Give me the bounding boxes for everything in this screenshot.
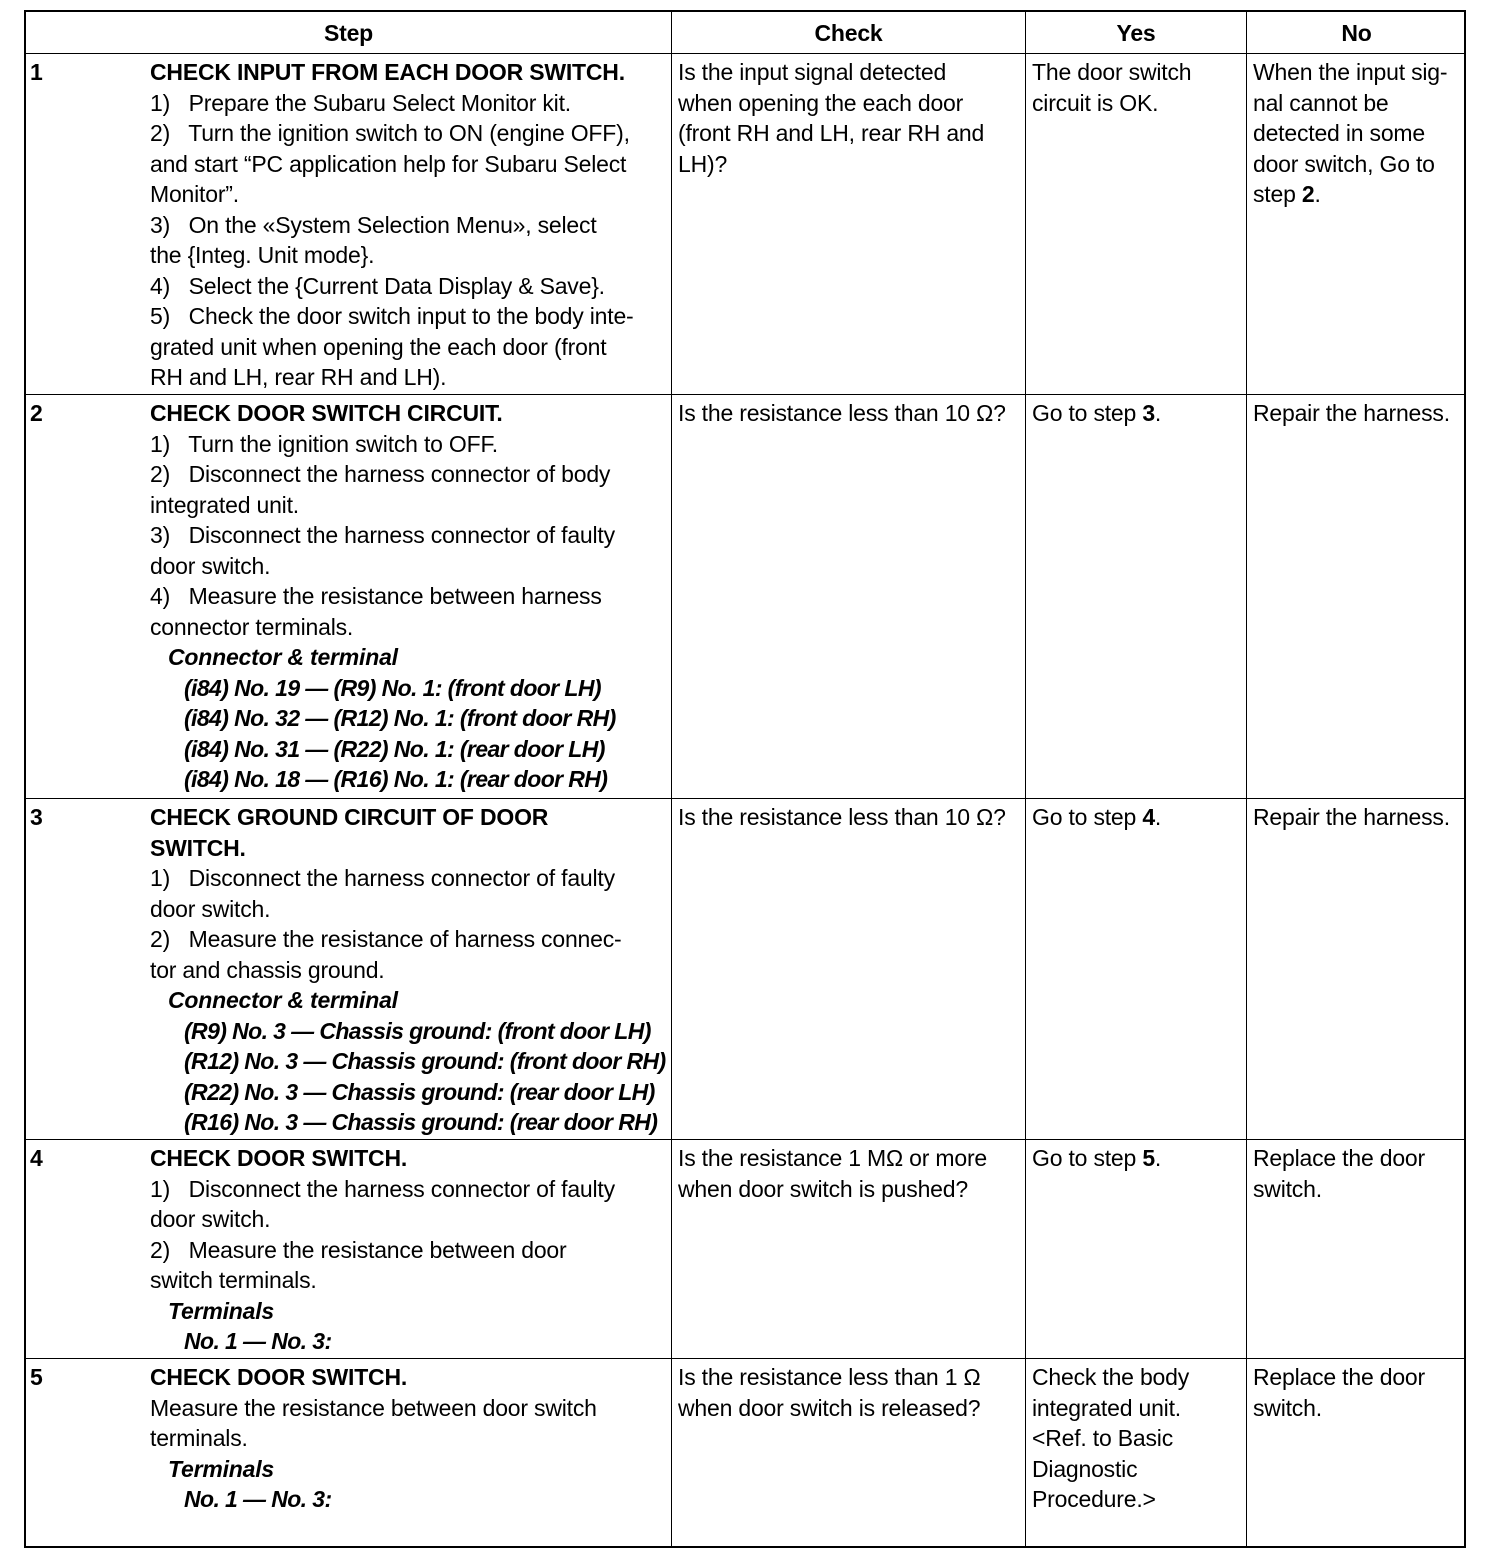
step-line-term: No. 1 — No. 3: — [184, 1328, 332, 1354]
header-check: Check — [671, 12, 1025, 53]
step-number: 2 — [30, 400, 43, 426]
step-line-term: (i84) No. 32 — (R12) No. 1: (front door RH) — [184, 705, 616, 731]
text-segment: Diagnostic — [1032, 1455, 1138, 1482]
step-line-text: terminals. — [150, 1425, 248, 1451]
yes-line — [1032, 1454, 1246, 1485]
check-line — [678, 1393, 1025, 1424]
text-segment: Is the resistance less than 10 Ω? — [678, 804, 1006, 830]
step-line-text: 1) Prepare the Subaru Select Monitor kit. — [150, 89, 571, 116]
text-segment: circuit is OK. — [1032, 89, 1159, 116]
yes-cell — [1025, 395, 1246, 798]
step-line-text: integrated unit. — [150, 491, 299, 518]
step-line-text: 1) Disconnect the harness connector of faulty — [150, 865, 615, 891]
yes-line — [1032, 1362, 1246, 1393]
step-line-text: 5) Check the door switch input to the body inte- — [150, 303, 634, 329]
yes-line — [1032, 1484, 1246, 1515]
diagnostic-table — [24, 10, 1466, 1548]
text-segment: <Ref. to Basic — [1032, 1425, 1174, 1451]
step-number: 3 — [30, 804, 43, 830]
yes-cell — [1025, 799, 1246, 1139]
step-line-text: 3) On the «System Selection Menu», select — [150, 211, 597, 238]
table-row — [26, 798, 1464, 1139]
no-cell — [1246, 395, 1466, 798]
check-line — [678, 1362, 1025, 1393]
text-segment: integrated unit. — [1032, 1394, 1181, 1421]
step-line-text: 2) Measure the resistance between door — [150, 1236, 567, 1263]
step-number: 1 — [30, 59, 43, 85]
step-number: 5 — [30, 1364, 43, 1390]
step-line-text: tor and chassis ground. — [150, 956, 385, 983]
step-line-title: SWITCH. — [150, 834, 246, 861]
yes-cell — [1025, 1140, 1246, 1358]
yes-cell — [1025, 1359, 1246, 1546]
step-line-term: (i84) No. 19 — (R9) No. 1: (front door LH) — [184, 674, 601, 701]
step-line-title: CHECK GROUND CIRCUIT OF DOOR — [150, 804, 549, 830]
step-instructions — [150, 1359, 671, 1546]
text-segment: switch. — [1253, 1175, 1322, 1202]
step-line-label: Connector & terminal — [168, 987, 398, 1013]
step-line-text: connector terminals. — [150, 613, 354, 640]
text-segment: . — [1154, 804, 1162, 830]
no-line — [1253, 88, 1466, 119]
step-instructions — [150, 799, 671, 1139]
step-line-text: door switch. — [150, 552, 271, 579]
text-segment: when door switch is released? — [678, 1394, 981, 1421]
no-line — [1253, 1393, 1466, 1424]
step-line-text: Monitor”. — [150, 181, 239, 207]
text-segment: Procedure.> — [1032, 1486, 1156, 1512]
no-line — [1253, 398, 1466, 429]
text-segment: When the input sig- — [1253, 59, 1448, 85]
step-line-term: (R16) No. 3 — Chassis ground: (rear door RH) — [184, 1109, 658, 1135]
check-cell — [671, 395, 1025, 798]
text-segment: . — [1154, 400, 1162, 426]
text-segment: . — [1154, 1145, 1162, 1171]
text-segment: Replace the door — [1253, 1145, 1425, 1171]
text-segment: Check the body — [1032, 1364, 1190, 1390]
table-row — [26, 1139, 1464, 1358]
check-line — [678, 1174, 1025, 1205]
step-line-text: 3) Disconnect the harness connector of faulty — [150, 522, 615, 548]
check-cell — [671, 799, 1025, 1139]
step-line-term: (R12) No. 3 — Chassis ground: (front door RH) — [184, 1048, 666, 1074]
check-line — [678, 88, 1025, 119]
step-line-text: door switch. — [150, 895, 271, 922]
no-line — [1253, 57, 1466, 88]
no-line — [1253, 179, 1466, 210]
text-segment: . — [1314, 181, 1321, 207]
text-segment: when opening the each door — [678, 89, 964, 116]
check-line — [678, 802, 1025, 833]
step-line-label: Connector & terminal — [168, 644, 398, 670]
step-line-text: 1) Disconnect the harness connector of faulty — [150, 1175, 615, 1202]
text-segment: detected in some — [1253, 120, 1425, 146]
header-step: Step — [323, 20, 374, 46]
step-line-title: CHECK DOOR SWITCH CIRCUIT. — [150, 400, 503, 426]
step-line-title: CHECK DOOR SWITCH. — [150, 1145, 408, 1171]
text-segment: Go to step — [1032, 1145, 1143, 1171]
step-instructions — [150, 54, 671, 394]
text-segment: step — [1253, 181, 1302, 207]
text-segment: Is the resistance less than 1 Ω — [678, 1364, 981, 1390]
step-line-text: RH and LH, rear RH and LH). — [150, 364, 447, 390]
step-number: 4 — [30, 1145, 43, 1171]
check-line — [678, 57, 1025, 88]
step-line-text: door switch. — [150, 1206, 271, 1232]
no-line — [1253, 1362, 1466, 1393]
yes-line — [1032, 802, 1246, 833]
step-line-text: Measure the resistance between door switch — [150, 1394, 597, 1421]
step-line-text: switch terminals. — [150, 1267, 317, 1293]
text-segment: Go to step — [1032, 400, 1143, 426]
check-cell — [671, 54, 1025, 394]
step-line-text: the {Integ. Unit mode}. — [150, 242, 375, 268]
no-line — [1253, 1174, 1466, 1205]
no-line — [1253, 802, 1466, 833]
text-segment: Repair the harness. — [1253, 804, 1450, 830]
step-line-text: 4) Measure the resistance between harness — [150, 583, 602, 609]
no-line — [1253, 1143, 1466, 1174]
text-segment: (front RH and LH, rear RH and — [678, 120, 985, 146]
step-line-term: (R9) No. 3 — Chassis ground: (front door LH) — [184, 1017, 651, 1044]
text-segment: switch. — [1253, 1394, 1322, 1421]
table-row — [26, 394, 1464, 798]
text-segment: Is the resistance less than 10 Ω? — [678, 400, 1006, 426]
step-reference: 4 — [1142, 804, 1155, 830]
text-segment: when door switch is pushed? — [678, 1175, 968, 1202]
step-reference: 2 — [1301, 181, 1315, 207]
yes-line — [1032, 1423, 1246, 1454]
step-line-text: 4) Select the {Current Data Display & Save}. — [150, 272, 605, 299]
text-segment: Is the resistance 1 MΩ or more — [678, 1145, 988, 1171]
step-line-text: and start “PC application help for Subaru Select — [150, 150, 627, 177]
yes-line — [1032, 1143, 1246, 1174]
no-cell — [1246, 54, 1466, 394]
step-line-text: 1) Turn the ignition switch to OFF. — [150, 430, 498, 457]
yes-line — [1032, 57, 1246, 88]
text-segment: Replace the door — [1253, 1364, 1425, 1390]
check-cell — [671, 1140, 1025, 1358]
text-segment: LH)? — [678, 150, 728, 177]
check-line — [678, 118, 1025, 149]
step-reference: 5 — [1142, 1145, 1155, 1171]
step-line-text: 2) Measure the resistance of harness connec- — [150, 926, 622, 952]
text-segment: door switch, Go to — [1253, 150, 1435, 177]
step-line-text: 2) Disconnect the harness connector of body — [150, 461, 611, 487]
header-no: No — [1246, 12, 1466, 53]
yes-line — [1032, 88, 1246, 119]
table-row — [26, 53, 1464, 394]
text-segment: Is the input signal detected — [678, 59, 947, 85]
header-yes: Yes — [1025, 12, 1246, 53]
table-row — [26, 1358, 1464, 1546]
check-line — [678, 1143, 1025, 1174]
step-instructions — [150, 395, 671, 798]
check-line — [678, 398, 1025, 429]
no-cell — [1246, 1359, 1466, 1546]
step-line-term: No. 1 — No. 3: — [184, 1486, 332, 1512]
text-segment: nal cannot be — [1253, 89, 1389, 116]
check-cell — [671, 1359, 1025, 1546]
header-row — [26, 12, 1464, 53]
step-line-term: (i84) No. 18 — (R16) No. 1: (rear door RH) — [184, 766, 608, 792]
yes-cell — [1025, 54, 1246, 394]
step-instructions — [150, 1140, 671, 1358]
step-reference: 3 — [1142, 400, 1155, 426]
yes-line — [1032, 398, 1246, 429]
check-line — [678, 149, 1025, 180]
text-segment: Repair the harness. — [1253, 400, 1450, 426]
no-cell — [1246, 799, 1466, 1139]
step-line-term: (R22) No. 3 — Chassis ground: (rear door LH) — [184, 1078, 655, 1105]
step-line-label: Terminals — [168, 1455, 275, 1482]
step-line-text: grated unit when opening the each door (front — [150, 333, 607, 360]
yes-line — [1032, 1393, 1246, 1424]
no-line — [1253, 149, 1466, 180]
no-line — [1253, 118, 1466, 149]
text-segment: Go to step — [1032, 804, 1143, 830]
text-segment: The door switch — [1032, 59, 1192, 85]
step-line-label: Terminals — [168, 1297, 275, 1324]
no-cell — [1246, 1140, 1466, 1358]
step-line-text: 2) Turn the ignition switch to ON (engine OFF), — [150, 120, 630, 146]
step-line-title: CHECK DOOR SWITCH. — [150, 1364, 408, 1390]
step-line-term: (i84) No. 31 — (R22) No. 1: (rear door LH) — [184, 735, 605, 762]
step-line-title: CHECK INPUT FROM EACH DOOR SWITCH. — [150, 59, 625, 85]
